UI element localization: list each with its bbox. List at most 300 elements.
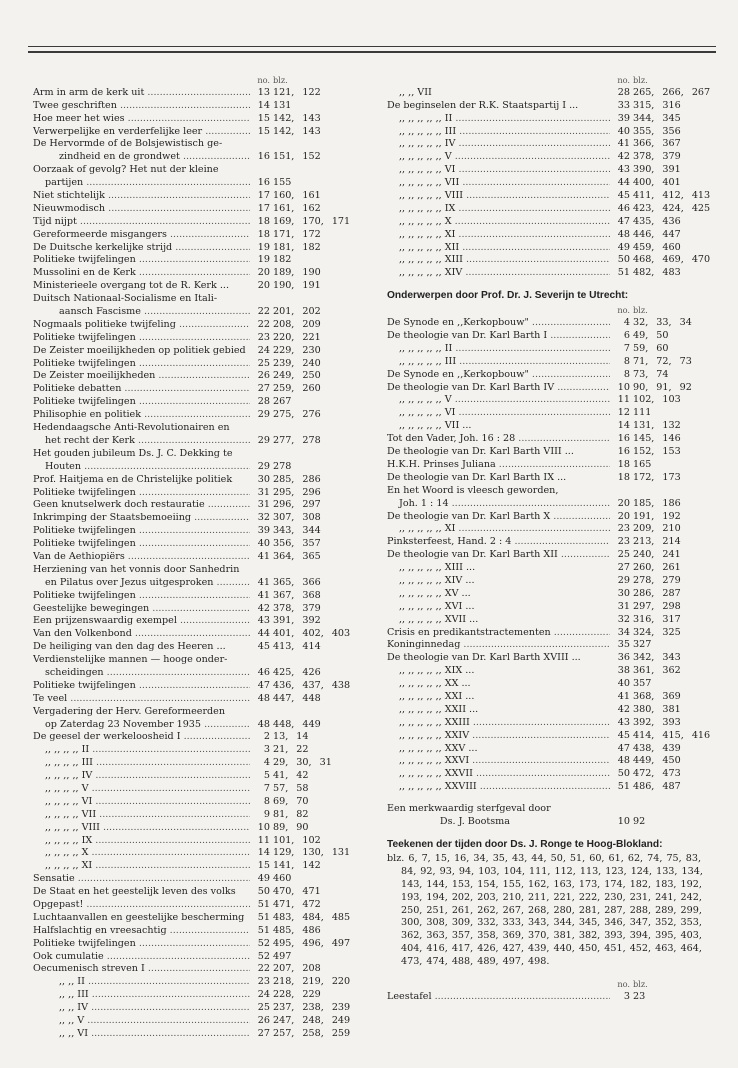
- entry-title: Ook cumulatie .....: [33, 951, 250, 964]
- entry-pages: 49, 50: [633, 330, 669, 342]
- entry-title: Politieke twijfelingen .....: [33, 938, 250, 951]
- entry-title: ,, ,, ,, ,, ,, IX .....: [387, 203, 610, 216]
- index-entry: [387, 768, 717, 781]
- index-entry: [33, 409, 351, 422]
- entry-number: 40: [257, 538, 270, 550]
- entry-number: 27: [617, 562, 630, 574]
- entry-title: De theologie van Dr. Karl Barth XVIII ...: [387, 652, 581, 664]
- entry-pages: 259, 260: [273, 383, 321, 395]
- entry-pages: 190, 191: [273, 280, 321, 292]
- index-entry: [387, 394, 717, 407]
- index-entry: [33, 332, 351, 345]
- entry-title: De Duitsche kerkelijke strijd .....: [33, 242, 250, 255]
- entry-number: 20: [257, 267, 270, 279]
- entry-title: ,, ,, ,, ,, ,, XXII ...: [399, 703, 479, 715]
- index-entry: [33, 989, 351, 1002]
- index-entry: [387, 614, 717, 627]
- entry-title: Politieke twijfelingen .....: [33, 538, 250, 551]
- header-blz: blz.: [273, 75, 288, 85]
- entry-pages: 472, 473: [633, 768, 681, 780]
- entry-number: 41: [257, 550, 270, 562]
- entry-number: 27: [257, 1027, 270, 1039]
- index-entry: [387, 433, 717, 446]
- right-column: [387, 74, 717, 1004]
- entry-number: 36: [617, 652, 630, 664]
- entry-pages: 73, 74: [633, 368, 669, 380]
- entry-pages: 327: [633, 639, 652, 651]
- entry-number: 25: [617, 549, 630, 561]
- entry-title: Koninginnedag .....: [387, 639, 610, 652]
- entry-title: Politieke twijfelingen .....: [33, 332, 250, 345]
- entry-number: 10: [617, 381, 630, 393]
- entry-pages: 265, 266, 267: [633, 86, 711, 98]
- index-entry: [33, 100, 351, 113]
- entry-pages: 471, 472: [273, 899, 321, 910]
- entry-pages: 449, 450: [633, 755, 681, 767]
- entry-number: 51: [257, 911, 270, 923]
- entry-pages: 101, 102: [273, 834, 321, 846]
- entry-number: 5: [263, 770, 270, 782]
- index-entry: [33, 512, 351, 525]
- entry-pages: 189, 190: [273, 267, 321, 279]
- entry-number: 14: [617, 420, 630, 432]
- entry-pages: 468, 469, 470: [633, 254, 711, 266]
- entry-title: ,, ,, ,, ,, ,, XX ...: [399, 678, 471, 690]
- index-entry: [387, 588, 717, 601]
- index-entry: [33, 577, 351, 590]
- entry-number: 15: [257, 125, 270, 137]
- entry-title: ,, ,, ,, ,, VI .....: [33, 796, 250, 809]
- entry-pages: 483, 484, 485: [273, 911, 351, 923]
- entry-number: 29: [617, 574, 630, 586]
- header-no: no.: [257, 75, 270, 85]
- entry-pages: 495, 496, 497: [273, 937, 351, 949]
- entry-pages: 165: [633, 458, 652, 470]
- entry-number: 42: [257, 602, 270, 614]
- entry-number: 49: [617, 241, 630, 253]
- entry-number: 38: [617, 665, 630, 677]
- entry-number: 51: [257, 899, 270, 910]
- entry-number: 43: [617, 716, 630, 728]
- index-entry: [387, 87, 717, 100]
- entry-number: 45: [257, 641, 270, 653]
- entry-pages: 401, 402, 403: [273, 628, 351, 640]
- entry-title: ,, ,, II .....: [33, 976, 250, 989]
- entry-pages: 21, 22: [273, 744, 309, 756]
- entry-number: 51: [617, 781, 630, 793]
- entry-pages: 447, 448: [273, 692, 321, 704]
- entry-pages: 131, 132: [633, 420, 681, 432]
- entry-title: Politieke twijfelingen .....: [33, 358, 250, 371]
- entry-title: Tijd nijpt .....: [33, 216, 250, 229]
- entry-number: 42: [617, 703, 630, 715]
- entry-title: Te veel .....: [33, 693, 250, 706]
- index-entry: [387, 407, 717, 420]
- entry-pages: 367, 368: [273, 589, 321, 601]
- entry-pages: 400, 401: [633, 177, 681, 189]
- entry-title: ,, ,, ,, ,, ,, XXVII .....: [387, 768, 610, 781]
- entry-number: 11: [257, 834, 270, 846]
- entry-title: ,, ,, ,, ,, ,, XIV .....: [387, 267, 610, 280]
- index-entry: [33, 860, 351, 873]
- entry-title: Van den Volkenbond .....: [33, 628, 250, 641]
- entry-title: Philisophie en politiek .....: [33, 409, 250, 422]
- entry-pages: 482, 483: [633, 267, 681, 279]
- entry-title: Mussolini en de Kerk .....: [33, 267, 250, 280]
- entry-pages: 459, 460: [633, 241, 681, 253]
- index-entry: [387, 511, 717, 524]
- entry-pages: 239, 240: [273, 357, 321, 369]
- index-entry: [387, 665, 717, 678]
- entry-pages: 160, 161: [273, 190, 321, 202]
- entry-pages: 247, 248, 249: [273, 1015, 351, 1027]
- index-entry: [33, 177, 351, 190]
- entry-number: 42: [617, 151, 630, 163]
- index-entry: [33, 744, 351, 757]
- entry-pages: 275, 276: [273, 409, 321, 421]
- index-entry: [33, 113, 351, 126]
- section-heading-severijn: Onderwerpen door Prof. Dr. J. Severijn te Utrecht:: [387, 290, 629, 302]
- entry-number: 50: [617, 254, 630, 266]
- index-entry: [33, 345, 351, 358]
- index-entry: [33, 641, 351, 654]
- index-entry: [33, 731, 351, 744]
- entry-title: ,, ,, ,, ,, ,, XIX ...: [399, 665, 475, 677]
- entry-number: 46: [257, 666, 270, 678]
- entry-title: ,, ,, ,, ,, ,, V .....: [387, 151, 610, 164]
- index-entry: [33, 474, 351, 487]
- entry-number: 32: [257, 512, 270, 524]
- index-entry: [387, 704, 717, 717]
- index-entry: [33, 925, 351, 938]
- entry-title: ,, ,, III .....: [33, 989, 250, 1002]
- entry-pages: 361, 362: [633, 665, 681, 677]
- section-heading-ronge: Teekenen der tijden door Ds. J. Ronge te Hoog-Blokland:: [387, 838, 663, 850]
- entry-number: 29: [257, 434, 270, 446]
- entry-title: De Zeister moeilijkheden .....: [33, 370, 250, 383]
- entry-pages: 355, 356: [633, 125, 681, 137]
- entry-title: De theologie van Dr. Karl Barth I .....: [387, 330, 610, 343]
- index-entry: [387, 601, 717, 614]
- entry-number: 52: [257, 950, 270, 962]
- entry-title: Crisis en predikantstractementen .....: [387, 627, 610, 640]
- entry-number: 17: [257, 190, 270, 202]
- index-entry: [387, 523, 717, 536]
- entry-pages: 141, 142: [273, 860, 321, 872]
- entry-pages: 357: [633, 678, 652, 690]
- entry-number: 15: [257, 860, 270, 872]
- entry-number: 26: [257, 370, 270, 382]
- index-entry: [33, 835, 351, 848]
- entry-title: op Zaterdag 23 November 1935 .....: [33, 719, 250, 732]
- index-entry: [387, 420, 717, 433]
- entry-title: De theologie van Dr. Karl Barth IV .....: [387, 382, 610, 395]
- entry-title: ,, ,, ,, ,, ,, XXVI .....: [387, 755, 610, 768]
- entry-number: 48: [257, 692, 270, 704]
- index-entry: [387, 343, 717, 356]
- entry-title: De Zeister moeilijkheden op politiek gebied: [33, 344, 246, 356]
- entry-pages: 229, 230: [273, 344, 321, 356]
- entry-pages: 209, 210: [633, 523, 681, 535]
- entry-pages: 356, 357: [273, 538, 321, 550]
- entry-pages: 32, 33, 34: [633, 317, 692, 329]
- entry-title: ,, ,, ,, ,, VIII .....: [33, 822, 250, 835]
- entry-title: ,, ,, ,, ,, ,, VIII .....: [387, 190, 610, 203]
- index-entry: [387, 177, 717, 190]
- index-entry: [33, 138, 351, 151]
- right-entry-list: [387, 87, 717, 280]
- entry-pages: 172, 173: [633, 471, 681, 483]
- severijn-entry-list: [387, 317, 717, 794]
- index-entry: [33, 912, 351, 925]
- index-entry: [387, 459, 717, 472]
- entry-pages: 365, 366: [273, 576, 321, 588]
- index-entry: [387, 267, 717, 280]
- entry-number: 4: [623, 317, 630, 329]
- entry-title: Oorzaak of gevolg? Het nut der kleine: [33, 164, 219, 176]
- entry-title: ,, ,, ,, ,, ,, II .....: [387, 113, 610, 126]
- entry-number: 22: [257, 306, 270, 318]
- entry-number: 7: [263, 782, 270, 794]
- index-entry: [387, 485, 717, 498]
- entry-title: Een prijzenswaardig exempel .....: [33, 615, 250, 628]
- left-entry-list: [33, 87, 351, 1041]
- entry-title: Halfslachtig en vreesachtig .....: [33, 925, 250, 938]
- entry-pages: 267: [273, 396, 292, 408]
- column-header: [387, 304, 717, 317]
- index-entry: [387, 743, 717, 756]
- entry-number: 18: [617, 471, 630, 483]
- entry-number: 23: [257, 331, 270, 343]
- entry-title: Verwerpelijke en verderfelijke leer .....: [33, 126, 250, 139]
- entry-pages: 201, 202: [273, 306, 321, 318]
- entry-title: De Staat en het geestelijk leven des volks: [33, 886, 236, 898]
- index-entry: [33, 873, 351, 886]
- entry-pages: 213, 214: [633, 536, 681, 548]
- index-entry: [33, 306, 351, 319]
- entry-number: 23: [617, 523, 630, 535]
- index-entry: [33, 370, 351, 383]
- entry-pages: 161, 162: [273, 202, 321, 214]
- entry-pages: 71, 72, 73: [633, 355, 692, 367]
- entry-number: 14: [257, 99, 270, 111]
- index-entry: [33, 242, 351, 255]
- index-entry: [387, 254, 717, 267]
- entry-title: Verdienstelijke mannen — hooge onder-: [33, 654, 228, 666]
- index-entry: [33, 254, 351, 267]
- entry-pages: 438, 439: [633, 742, 681, 754]
- entry-pages: 460: [273, 873, 292, 885]
- entry-number: 49: [257, 873, 270, 885]
- index-entry: [33, 461, 351, 474]
- entry-number: 13: [257, 86, 270, 98]
- entry-pages: 129, 130, 131: [273, 847, 351, 859]
- entry-number: 23: [617, 536, 630, 548]
- entry-pages: 41, 42: [273, 770, 309, 782]
- index-entry: [387, 382, 717, 395]
- entry-pages: 295, 296: [273, 486, 321, 498]
- entry-title: Inkrimping der Staatsbemoeiing .....: [33, 512, 250, 525]
- entry-title: ,, ,, ,, ,, ,, X .....: [387, 216, 610, 229]
- entry-title: ,, ,, ,, ,, XI .....: [33, 860, 250, 873]
- entry-pages: 296, 297: [273, 499, 321, 511]
- entry-title: Nieuwmodisch .....: [33, 203, 250, 216]
- entry-title: Politieke twijfelingen .....: [33, 525, 250, 538]
- index-entry: [387, 369, 717, 382]
- entry-number: 4: [263, 757, 270, 769]
- entry-pages: 278: [273, 460, 292, 472]
- entry-title: Politieke twijfelingen .....: [33, 680, 250, 693]
- index-entry: [33, 1028, 351, 1041]
- index-entry: [387, 627, 717, 640]
- entry-title: Vergadering der Herv. Gereformeerden: [33, 705, 226, 717]
- entry-number: 18: [617, 458, 630, 470]
- index-entry: [387, 446, 717, 459]
- entry-title: Gereformeerde misgangers .....: [33, 229, 250, 242]
- index-entry: [33, 680, 351, 693]
- index-entry: [387, 203, 717, 216]
- entry-title: ,, ,, ,, ,, X .....: [33, 847, 250, 860]
- entry-number: 8: [623, 355, 630, 367]
- entry-number: 19: [257, 254, 270, 266]
- entry-pages: 315, 316: [633, 99, 681, 111]
- index-entry: [33, 1015, 351, 1028]
- entry-pages: 131: [273, 99, 292, 111]
- index-entry: [33, 319, 351, 332]
- entry-pages: 378, 379: [633, 151, 681, 163]
- entry-title: ,, ,, V .....: [33, 1015, 250, 1028]
- entry-pages: 29, 30, 31: [273, 757, 332, 769]
- bootsma-entry-line1: Een merkwaardig sterfgeval door: [387, 803, 551, 815]
- entry-number: 32: [617, 613, 630, 625]
- index-entry: [387, 216, 717, 229]
- entry-number: 47: [617, 742, 630, 754]
- entry-number: 12: [617, 407, 630, 419]
- index-entry: [33, 151, 351, 164]
- entry-title: ,, ,, ,, ,, ,, VI .....: [387, 407, 610, 420]
- entry-title: ,, ,, ,, ,, ,, V .....: [387, 394, 610, 407]
- entry-pages: 413, 414: [273, 641, 321, 653]
- entry-number: 31: [617, 600, 630, 612]
- entry-pages: 390, 391: [633, 164, 681, 176]
- entry-title: De theologie van Dr. Karl Barth VIII ...: [387, 446, 574, 458]
- entry-number: 20: [617, 510, 630, 522]
- entry-title: Van de Aethiopiërs .....: [33, 551, 250, 564]
- index-entry: [387, 190, 717, 203]
- entry-pages: 364, 365: [273, 550, 321, 562]
- entry-pages: 366, 367: [633, 138, 681, 150]
- entry-pages: 446, 447: [633, 228, 681, 240]
- index-entry: [33, 809, 351, 822]
- entry-number: 27: [257, 383, 270, 395]
- entry-pages: 324, 325: [633, 626, 681, 638]
- entry-title: ,, ,, ,, ,, ,, VI .....: [387, 164, 610, 177]
- index-entry: [33, 499, 351, 512]
- entry-number: 47: [257, 679, 270, 691]
- entry-title: Sensatie .....: [33, 873, 250, 886]
- index-entry: [33, 899, 351, 912]
- entry-title: De beginselen der R.K. Staatspartij I ...: [387, 99, 579, 111]
- index-entry: [33, 976, 351, 989]
- entry-number: 10: [257, 821, 270, 833]
- entry-number: 50: [617, 768, 630, 780]
- entry-title: partijen .....: [33, 177, 250, 190]
- entry-number: 16: [617, 446, 630, 458]
- entry-title: ,, ,, ,, ,, III .....: [33, 757, 250, 770]
- entry-number: 23: [257, 976, 270, 988]
- entry-pages: 59, 60: [633, 342, 669, 354]
- entry-title: Duitsch Nationaal-Socialisme en Itali-: [33, 293, 218, 305]
- entry-number: 41: [257, 589, 270, 601]
- index-entry: [33, 667, 351, 680]
- index-entry: [387, 164, 717, 177]
- entry-pages: 470, 471: [273, 886, 321, 898]
- index-entry: [33, 267, 351, 280]
- entry-title: ,, ,, ,, ,, ,, XXIV .....: [387, 730, 610, 743]
- entry-title: Houten .....: [33, 461, 250, 474]
- entry-title: De geesel der werkeloosheid I .....: [33, 731, 250, 744]
- index-entry: [387, 113, 717, 126]
- index-entry: [33, 216, 351, 229]
- entry-title: aansch Fascisme .....: [33, 306, 250, 319]
- index-entry: [387, 562, 717, 575]
- header-blz: blz.: [633, 305, 648, 316]
- entry-title: Opgepast! .....: [33, 899, 250, 912]
- index-entry: [387, 330, 717, 343]
- entry-title: Joh. 1 : 14 .....: [387, 498, 610, 511]
- index-entry: [387, 472, 717, 485]
- entry-number: 28: [257, 396, 270, 408]
- index-entry: [33, 538, 351, 551]
- entry-pages: 435, 436: [633, 215, 681, 227]
- index-entry: [33, 396, 351, 409]
- entry-number: 40: [617, 678, 630, 690]
- index-entry: [33, 280, 351, 293]
- entry-pages: 151, 152: [273, 151, 321, 163]
- entry-pages: 411, 412, 413: [633, 190, 711, 202]
- entry-pages: 208, 209: [273, 318, 321, 330]
- index-entry: [33, 770, 351, 783]
- entry-title: en Pilatus over Jezus uitgesproken .....: [33, 577, 250, 590]
- entry-pages: 285, 286: [273, 473, 321, 485]
- entry-number: 45: [617, 190, 630, 202]
- entry-title: Arm in arm de kerk uit .....: [33, 87, 250, 100]
- index-entry: [33, 383, 351, 396]
- index-entry: [33, 963, 351, 976]
- index-entry: [33, 358, 351, 371]
- entry-pages: 220, 221: [273, 331, 321, 343]
- entry-number: 52: [257, 937, 270, 949]
- entry-title: ,, ,, ,, ,, ,, XII .....: [387, 242, 610, 255]
- entry-title: H.K.H. Prinses Juliana .....: [387, 459, 610, 472]
- entry-title: Nogmaals politieke twijfeling .....: [33, 319, 250, 332]
- entry-title: Politieke twijfelingen .....: [33, 487, 250, 500]
- entry-pages: 185, 186: [633, 497, 681, 509]
- index-entry: [33, 847, 351, 860]
- entry-title: Pinksterfeest, Hand. 2 : 4 .....: [387, 536, 610, 549]
- index-entry: [387, 138, 717, 151]
- entry-title: ,, ,, ,, ,, ,, XIII .....: [387, 254, 610, 267]
- index-entry: [33, 938, 351, 951]
- entry-number: 16: [257, 177, 270, 189]
- entry-pages: 277, 278: [273, 434, 321, 446]
- entry-pages: 392, 393: [633, 716, 681, 728]
- entry-pages: 152, 153: [633, 446, 681, 458]
- entry-title: ,, ,, ,, ,, ,, VII ...: [399, 420, 472, 432]
- entry-pages: 316, 317: [633, 613, 681, 625]
- entry-title: Niet stichtelijk .....: [33, 190, 250, 203]
- entry-pages: 249, 250: [273, 370, 321, 382]
